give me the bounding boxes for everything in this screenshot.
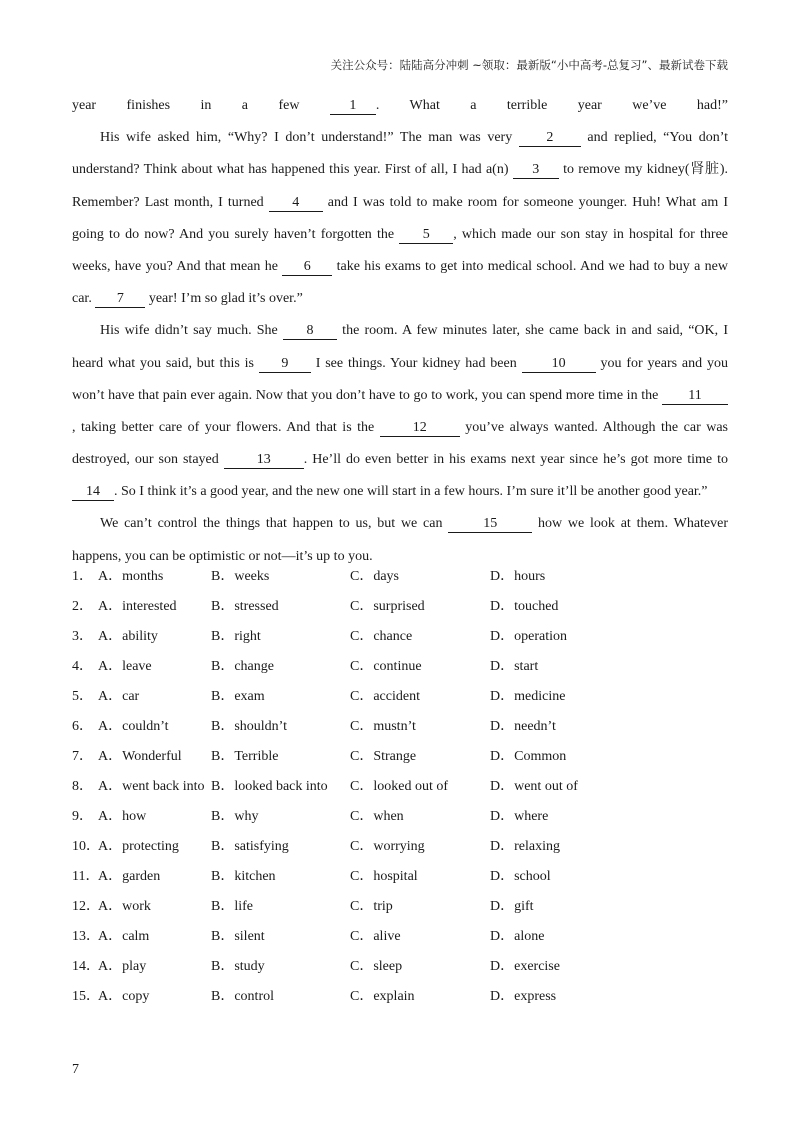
page-header: 关注公众号：陆陆高分冲刺 ~领取：最新版“小中高考-总复习”、最新试卷下载 — [330, 58, 728, 72]
option-c: C．chance — [350, 629, 413, 644]
passage-line: His wife didn’t say much. She 8 the room. A few minutes later, she came back in and said, “OK, I — [100, 323, 728, 339]
passage-line: won’t have that pain ever again. Now that you don’t have to go to work, you can spend more time in the 11 — [72, 384, 728, 416]
blank-14: 14 — [72, 484, 114, 501]
question-row — [72, 566, 612, 596]
option-d: D．alone — [490, 929, 545, 944]
question-number: 1． — [72, 569, 93, 584]
option-d: D．hours — [490, 569, 546, 584]
passage-line: His wife asked him, “Why? I don’t understand!” The man was very 2 and replied, “You don’t — [100, 130, 728, 146]
blank-2: 2 — [519, 130, 581, 147]
question-number: 9． — [72, 809, 93, 824]
passage-line: heard what you said, but this is 9 I see things. Your kidney had been 10 you for years and you — [72, 355, 728, 371]
blank-8: 8 — [283, 323, 337, 340]
question-number: 12． — [72, 899, 100, 914]
question-number: 7． — [72, 749, 93, 764]
option-d: D．start — [490, 659, 539, 674]
question-row — [72, 596, 612, 626]
option-a: A．how — [98, 809, 147, 824]
option-a: A．work — [98, 899, 151, 914]
option-b: B．study — [211, 959, 265, 974]
option-a: A．ability — [98, 629, 158, 644]
option-d: D．where — [490, 809, 549, 824]
option-b: B．Terrible — [211, 749, 279, 764]
option-b: B．shouldn’t — [211, 719, 287, 734]
question-number: 15． — [72, 989, 100, 1004]
option-c: C．alive — [350, 929, 401, 944]
option-a: A．interested — [98, 599, 177, 614]
option-b: B．satisfying — [211, 839, 289, 854]
option-c: C．worrying — [350, 839, 425, 854]
question-number: 3． — [72, 629, 93, 644]
blank-7: 7 — [95, 291, 145, 308]
option-a: A．car — [98, 689, 140, 704]
option-a: A．couldn’t — [98, 719, 169, 734]
option-b: B．looked back into — [211, 779, 328, 794]
blank-10: 10 — [522, 356, 596, 373]
blank-13: 13 — [224, 452, 304, 469]
option-b: B．exam — [211, 689, 265, 704]
blank-11: 11 — [662, 388, 728, 405]
question-number: 14． — [72, 959, 100, 974]
question-row — [72, 716, 612, 746]
option-d: D．school — [490, 869, 551, 884]
passage — [72, 94, 728, 577]
option-a: A．went back into — [98, 779, 205, 794]
question-number: 10． — [72, 839, 100, 854]
option-c: C．mustn’t — [350, 719, 416, 734]
blank-6: 6 — [282, 259, 332, 276]
option-b: B．stressed — [211, 599, 279, 614]
passage-line: , taking better care of your flowers. And that is the 12 you’ve always wanted. Although the car was — [72, 419, 729, 435]
blank-15: 15 — [448, 516, 532, 533]
question-number: 5． — [72, 689, 93, 704]
option-c: C．explain — [350, 989, 415, 1004]
option-d: D．needn’t — [490, 719, 556, 734]
option-a: A．Wonderful — [98, 749, 182, 764]
blank-9: 9 — [259, 356, 311, 373]
option-d: D．Common — [490, 749, 567, 764]
blank-4: 4 — [269, 195, 323, 212]
answer-options — [72, 566, 612, 1016]
passage-line: weeks, have you? And that mean he 6 take his exams to get into medical school. And we had to buy a new — [72, 258, 728, 274]
passage-line: Remember? Last month, I turned 4 and I was told to make room for someone younger. Huh! What am I — [72, 194, 728, 210]
question-number: 4． — [72, 659, 93, 674]
blank-1: 1 — [330, 98, 376, 115]
option-c: C．trip — [350, 899, 393, 914]
blank-5: 5 — [399, 227, 453, 244]
option-c: C．days — [350, 569, 399, 584]
page-number: 7 — [72, 1062, 79, 1077]
option-a: A．calm — [98, 929, 150, 944]
option-c: C．looked out of — [350, 779, 448, 794]
passage-line: destroyed, our son stayed 13 . He’ll do even better in his exams next year since he’s got more time to — [72, 452, 728, 468]
option-a: A．leave — [98, 659, 152, 674]
option-b: B．right — [211, 629, 261, 644]
option-d: D．express — [490, 989, 557, 1004]
option-a: A．protecting — [98, 839, 179, 854]
passage-line: year finishes in a few 1 . What a terrible year we’ve had!” — [72, 98, 728, 113]
question-row — [72, 746, 612, 776]
question-row — [72, 626, 612, 656]
option-d: D．touched — [490, 599, 559, 614]
option-d: D．relaxing — [490, 839, 560, 854]
question-number: 6． — [72, 719, 93, 734]
question-row — [72, 956, 612, 986]
option-c: C．when — [350, 809, 404, 824]
question-row — [72, 656, 612, 686]
option-c: C．continue — [350, 659, 422, 674]
option-b: B．silent — [211, 929, 265, 944]
question-row — [72, 866, 612, 896]
option-b: B．kitchen — [211, 869, 276, 884]
question-row — [72, 926, 612, 956]
question-row — [72, 896, 612, 926]
option-a: A．months — [98, 569, 164, 584]
option-a: A．play — [98, 959, 147, 974]
option-b: B．weeks — [211, 569, 270, 584]
blank-12: 12 — [380, 420, 460, 437]
option-d: D．went out of — [490, 779, 578, 794]
option-d: D．exercise — [490, 959, 560, 974]
option-b: B．change — [211, 659, 274, 674]
option-d: D．medicine — [490, 689, 566, 704]
passage-line: We can’t control the things that happen to us, but we can 15 how we look at them. Whatever — [100, 516, 729, 532]
question-number: 8． — [72, 779, 93, 794]
passage-line: going to do now? And you surely haven’t forgotten the 5 , which made our son stay in hospital for three — [72, 226, 728, 242]
option-b: B．why — [211, 809, 259, 824]
option-d: D．operation — [490, 629, 567, 644]
option-a: A．copy — [98, 989, 150, 1004]
option-b: B．life — [211, 899, 253, 914]
option-c: C．hospital — [350, 869, 418, 884]
question-number: 11． — [72, 869, 100, 884]
option-d: D．gift — [490, 899, 534, 914]
option-c: C．accident — [350, 689, 420, 704]
passage-line: understand? Think about what has happened this year. First of all, I had a(n) 3 to remove my kidney(肾脏). — [72, 162, 729, 178]
question-row — [72, 836, 612, 866]
question-row — [72, 986, 612, 1016]
question-number: 13． — [72, 929, 100, 944]
question-row — [72, 686, 612, 716]
question-number: 2． — [72, 599, 93, 614]
passage-line: happens, you can be optimistic or not—it’s up to you. — [72, 548, 373, 564]
blank-3: 3 — [513, 162, 559, 179]
option-c: C．sleep — [350, 959, 403, 974]
option-c: C．surprised — [350, 599, 425, 614]
question-row — [72, 776, 612, 806]
option-a: A．garden — [98, 869, 161, 884]
option-b: B．control — [211, 989, 274, 1004]
question-row — [72, 806, 612, 836]
passage-line: 14 . So I think it’s a good year, and the new one will start in a few hours. I’m sure it’ll be another good year.” — [72, 480, 728, 512]
option-c: C．Strange — [350, 749, 417, 764]
passage-line: car. 7 year! I’m so glad it’s over.” — [72, 291, 303, 307]
